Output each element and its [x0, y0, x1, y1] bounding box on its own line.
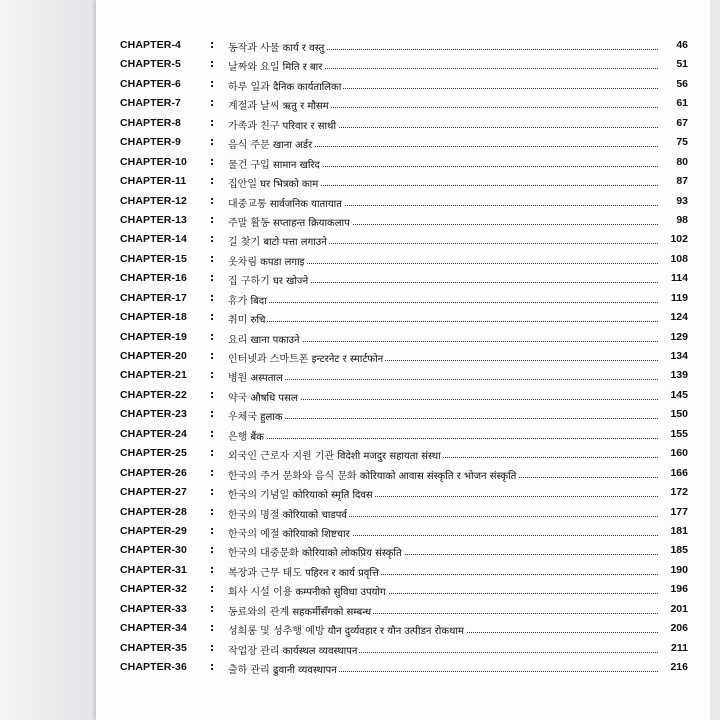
page-number: 119: [671, 291, 688, 304]
dot-leader: [228, 302, 658, 303]
chapter-number: CHAPTER-21: [120, 369, 187, 382]
separator-colon: :: [210, 291, 215, 304]
chapter-number: CHAPTER-7: [120, 97, 181, 110]
chapter-title: 계절과 날씨 ऋतु र मौसम: [228, 97, 331, 112]
toc-entry: [120, 289, 688, 308]
chapter-number: CHAPTER-18: [120, 311, 187, 324]
page-number: 181: [670, 524, 688, 537]
page-number: 206: [670, 622, 688, 635]
toc-entry: [120, 658, 688, 677]
toc-entry: [120, 328, 688, 347]
toc-entry: [120, 503, 688, 522]
toc-entry: [120, 308, 688, 327]
chapter-number: CHAPTER-6: [120, 77, 181, 90]
page-number: 211: [671, 641, 688, 654]
chapter-number: CHAPTER-34: [120, 622, 187, 635]
chapter-title: 취미 रुचि: [228, 311, 267, 326]
chapter-title: 길 찾기 बाटो पत्ता लगाउने: [228, 233, 329, 248]
chapter-title: 성희롱 및 성추행 예방 यौन दुर्व्यवहार र यौन उत्पीडन रोकथाम: [228, 622, 466, 637]
toc-entry: [120, 153, 688, 172]
page-number: 108: [670, 252, 688, 265]
page-number: 185: [670, 544, 688, 557]
page-number: 145: [670, 388, 688, 401]
page-margin-left: [0, 0, 96, 720]
chapter-number: CHAPTER-8: [120, 116, 181, 129]
chapter-title: 한국의 예절 कोरियाको शिष्टचार: [228, 525, 352, 540]
separator-colon: :: [210, 408, 215, 421]
separator-colon: :: [210, 194, 215, 207]
chapter-number: CHAPTER-4: [120, 39, 181, 51]
page-number: 93: [676, 194, 688, 207]
separator-colon: :: [210, 369, 215, 382]
toc-entry: [120, 133, 688, 152]
chapter-number: CHAPTER-25: [120, 447, 187, 460]
separator-colon: :: [210, 388, 215, 401]
chapter-title: 하루 일과 दैनिक कार्यतालिका: [228, 78, 343, 93]
chapter-number: CHAPTER-20: [120, 350, 187, 362]
dot-leader: [228, 379, 658, 380]
separator-colon: :: [210, 622, 215, 635]
page-number: 172: [670, 486, 688, 499]
separator-colon: :: [210, 486, 215, 499]
page-number: 155: [670, 427, 688, 440]
separator-colon: :: [210, 116, 215, 129]
page-number: 56: [676, 77, 688, 90]
chapter-title: 출하 관리 ढुवानी व्यवस्थापन: [228, 661, 339, 676]
chapter-title: 집 구하기 घर खोज्ने: [228, 272, 310, 287]
separator-colon: :: [210, 58, 215, 71]
toc-entry: [120, 55, 688, 74]
separator-colon: :: [210, 97, 215, 110]
toc-entry: [120, 250, 688, 269]
page-number: 166: [670, 466, 688, 479]
toc-entry: [120, 483, 688, 502]
chapter-number: CHAPTER-19: [120, 330, 187, 343]
chapter-number: CHAPTER-15: [120, 252, 187, 265]
page-number: 114: [671, 272, 688, 285]
chapter-number: CHAPTER-36: [120, 661, 187, 673]
dot-leader: [228, 418, 658, 419]
chapter-title: 한국의 주거 문화와 음식 문화 कोरियाको आवास संस्कृति र भोजन संस्कृति: [228, 467, 518, 482]
page-number: 177: [670, 505, 688, 518]
page-number: 102: [670, 233, 688, 246]
separator-colon: :: [210, 524, 215, 537]
dot-leader: [228, 438, 658, 439]
toc-entry: [120, 541, 688, 560]
chapter-number: CHAPTER-27: [120, 486, 187, 499]
chapter-title: 회사 시설 이용 कम्पनीको सुविधा उपयोग: [228, 583, 388, 598]
page-number: 196: [670, 583, 688, 596]
separator-colon: :: [210, 447, 215, 460]
chapter-title: 복장과 근무 태도 पहिरन र कार्य प्रवृत्ति: [228, 564, 381, 579]
chapter-title: 옷차림 कपडा लगाइ: [228, 253, 307, 268]
page-number: 150: [670, 408, 688, 421]
page-number: 134: [670, 350, 688, 362]
page-number: 190: [670, 563, 688, 576]
chapter-title: 휴가 बिदा: [228, 292, 269, 307]
page-number: 51: [676, 58, 688, 71]
page-number: 80: [676, 155, 688, 168]
page-number: 87: [676, 175, 688, 188]
separator-colon: :: [210, 252, 215, 265]
toc-entry: [120, 366, 688, 385]
toc-entry: [120, 94, 688, 113]
chapter-number: CHAPTER-29: [120, 524, 187, 537]
separator-colon: :: [210, 155, 215, 168]
separator-colon: :: [210, 563, 215, 576]
chapter-number: CHAPTER-23: [120, 408, 187, 421]
chapter-title: 인터넷과 스마트폰 इन्टरनेट र स्मार्टफोन: [228, 350, 385, 365]
page-number: 160: [670, 447, 688, 460]
separator-colon: :: [210, 39, 215, 51]
page-number: 216: [670, 661, 688, 673]
chapter-title: 한국의 대중문화 कोरियाको लोकप्रिय संस्कृति: [228, 544, 404, 559]
separator-colon: :: [210, 583, 215, 596]
separator-colon: :: [210, 213, 215, 226]
chapter-title: 한국의 명절 कोरियाको चाडपर्व: [228, 506, 349, 521]
chapter-title: 한국의 기념일 कोरियाको स्मृति दिवस: [228, 486, 375, 501]
toc-entry: [120, 36, 688, 55]
separator-colon: :: [210, 505, 215, 518]
toc-entry: [120, 580, 688, 599]
page-number: 75: [676, 136, 688, 149]
toc-entry: [120, 230, 688, 249]
page-number: 61: [676, 97, 688, 110]
toc-entry: [120, 347, 688, 366]
page-number: 67: [676, 116, 688, 129]
chapter-title: 병원 अस्पताल: [228, 369, 285, 384]
chapter-title: 집안일 घर भित्रको काम: [228, 175, 320, 190]
toc-entry: [120, 600, 688, 619]
separator-colon: :: [210, 136, 215, 149]
separator-colon: :: [210, 233, 215, 246]
page-number: 139: [670, 369, 688, 382]
chapter-number: CHAPTER-16: [120, 272, 187, 285]
chapter-title: 요리 खाना पकाउने: [228, 331, 302, 346]
chapter-number: CHAPTER-13: [120, 213, 187, 226]
separator-colon: :: [210, 175, 215, 188]
page-number: 201: [670, 602, 688, 615]
chapter-title: 주말 활동 सप्ताहन्त क्रियाकलाप: [228, 214, 352, 229]
toc-entry: [120, 405, 688, 424]
chapter-title: 음식 주문 खाना अर्डर: [228, 136, 314, 151]
toc-entry: [120, 269, 688, 288]
chapter-number: CHAPTER-5: [120, 58, 181, 71]
chapter-title: 작업장 관리 कार्यस्थल व्यवस्थापन: [228, 642, 359, 657]
separator-colon: :: [210, 466, 215, 479]
toc-entry: [120, 425, 688, 444]
toc-entry: [120, 386, 688, 405]
chapter-number: CHAPTER-30: [120, 544, 187, 557]
chapter-number: CHAPTER-33: [120, 602, 187, 615]
toc-entry: [120, 172, 688, 191]
chapter-number: CHAPTER-9: [120, 136, 181, 149]
page-number: 129: [670, 330, 688, 343]
separator-colon: :: [210, 602, 215, 615]
chapter-title: 은행 बैंक: [228, 428, 266, 443]
chapter-number: CHAPTER-31: [120, 563, 187, 576]
toc-entry: [120, 192, 688, 211]
dot-leader: [228, 321, 658, 322]
toc-entry: [120, 464, 688, 483]
toc-entry: [120, 561, 688, 580]
toc-entry: [120, 211, 688, 230]
separator-colon: :: [210, 77, 215, 90]
toc-entry: [120, 444, 688, 463]
table-of-contents: [120, 36, 688, 677]
chapter-number: CHAPTER-32: [120, 583, 187, 596]
chapter-title: 외국인 근로자 지원 기관 विदेशी मजदुर सहायता संस्था: [228, 447, 443, 462]
separator-colon: :: [210, 330, 215, 343]
chapter-title: 대중교통 सार्वजनिक यातायात: [228, 195, 344, 210]
toc-entry: [120, 619, 688, 638]
chapter-title: 우체국 हुलाक: [228, 408, 285, 423]
toc-entry: [120, 114, 688, 133]
separator-colon: :: [210, 641, 215, 654]
chapter-title: 약국 औषधि पसल: [228, 389, 300, 404]
chapter-title: 동작과 사물 कार्य र वस्तु: [228, 39, 326, 54]
separator-colon: :: [210, 661, 215, 673]
separator-colon: :: [210, 544, 215, 557]
chapter-number: CHAPTER-10: [120, 155, 187, 168]
chapter-number: CHAPTER-17: [120, 291, 187, 304]
document-page: [96, 0, 710, 720]
chapter-title: 날짜와 요일 मिति र बार: [228, 58, 324, 73]
separator-colon: :: [210, 427, 215, 440]
chapter-number: CHAPTER-22: [120, 388, 187, 401]
chapter-title: 가족과 친구 परिवार र साथी: [228, 117, 338, 132]
chapter-number: CHAPTER-26: [120, 466, 187, 479]
separator-colon: :: [210, 350, 215, 362]
chapter-title: 물건 구입 सामान खरिद: [228, 156, 322, 171]
page-number: 124: [670, 311, 688, 324]
separator-colon: :: [210, 272, 215, 285]
page-number: 98: [676, 213, 688, 226]
chapter-title: 동료와의 관계 सहकर्मीसँगको सम्बन्ध: [228, 603, 373, 618]
chapter-number: CHAPTER-24: [120, 427, 187, 440]
chapter-number: CHAPTER-35: [120, 641, 187, 654]
chapter-number: CHAPTER-14: [120, 233, 187, 246]
toc-entry: [120, 522, 688, 541]
chapter-number: CHAPTER-11: [120, 175, 187, 188]
chapter-number: CHAPTER-28: [120, 505, 187, 518]
toc-entry: [120, 75, 688, 94]
toc-entry: [120, 639, 688, 658]
chapter-number: CHAPTER-12: [120, 194, 187, 207]
page-number: 46: [676, 39, 688, 51]
separator-colon: :: [210, 311, 215, 324]
